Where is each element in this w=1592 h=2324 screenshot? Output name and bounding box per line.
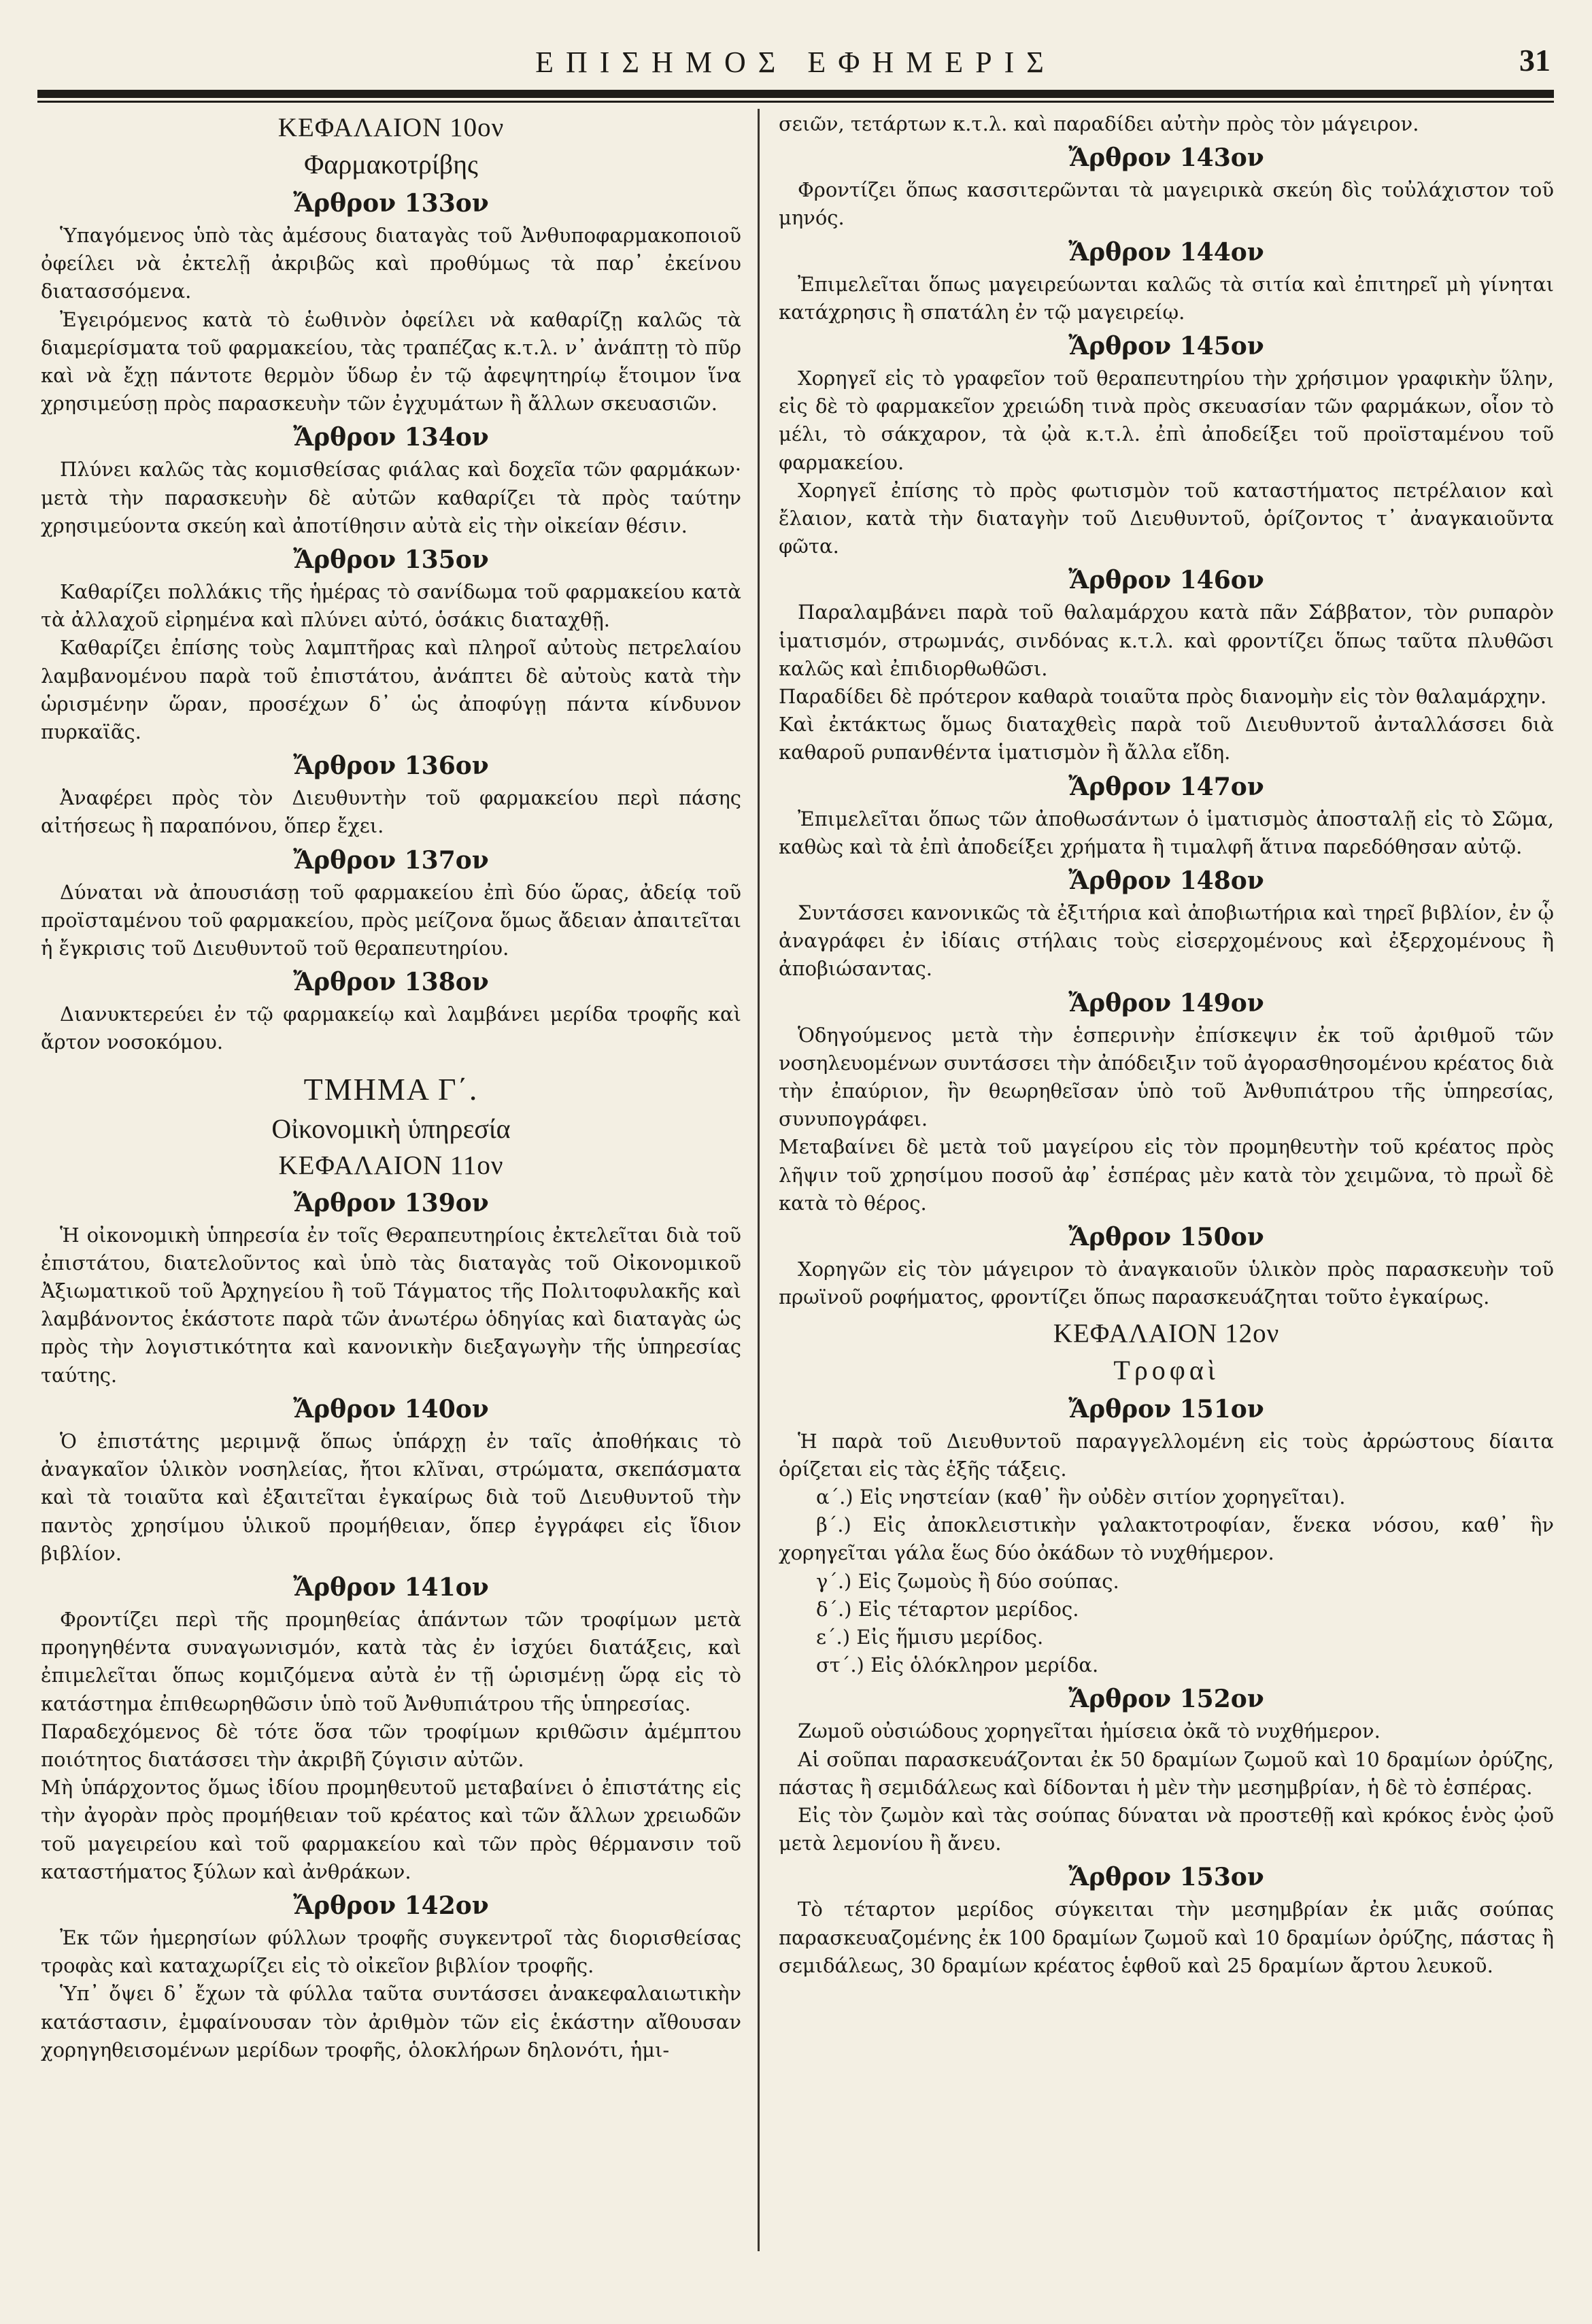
- article-heading: Ἄρθρον 148ον: [1068, 866, 1264, 896]
- article-paragraph: Ὑπαγόμενος ὑπὸ τὰς ἀμέσους διαταγὰς τοῦ Ἀνθυποφαρμακοποιοῦ ὀφείλει νὰ ἐκτελῇ ἀκριβῶς καὶ προθύμως τὰ παρ᾽ ἐκείνου διατασσόμενα.: [41, 224, 741, 303]
- article-paragraph: Καθαρίζει πολλάκις τῆς ἡμέρας τὸ σανίδωμα τοῦ φαρμακείου κατὰ τὰ ἀλλαχοῦ εἰρημένα καὶ πλύνει αὐτό, ὁσάκις διαταχθῇ.: [41, 580, 741, 632]
- article-heading: Ἄρθρον 147ον: [1068, 772, 1264, 801]
- article-paragraph: Φροντίζει ὅπως κασσιτερῶνται τὰ μαγειρικὰ σκεύη δὶς τοὐλάχιστον τοῦ μηνός.: [779, 178, 1554, 230]
- page-header: [37, 33, 1554, 80]
- article-paragraph: Καὶ ἐκτάκτως ὅμως διαταχθεὶς παρὰ τοῦ Διευθυντοῦ ἀνταλλάσσει διὰ καθαροῦ ρυπανθέντα ἱματισμὸν ἢ ἄλλα εἴδη.: [779, 713, 1554, 764]
- article-paragraph: Τὸ τέταρτον μερίδος σύγκειται τὴν μεσημβρίαν ἐκ μιᾶς σούπας παρασκευαζομένης ἐκ 100 δραμίων ζωμοῦ καὶ 10 δραμίων ὀρύζης, πάστας ἢ σεμιδάλεως, 30 δραμίων κρέατος ἑφθοῦ καὶ 25 δραμίων ἄρτου λευκοῦ.: [779, 1898, 1554, 1977]
- article-heading: Ἄρθρον 133ον: [293, 189, 489, 218]
- section-heading: ΤΜΗΜΑ Γ΄.: [303, 1071, 479, 1107]
- article-heading: Ἄρθρον 149ον: [1068, 988, 1264, 1017]
- article-heading: Ἄρθρον 152ον: [1068, 1685, 1264, 1714]
- article-heading: Ἄρθρον 151ον: [1068, 1394, 1264, 1424]
- article-paragraph: Αἱ σοῦπαι παρασκευάζονται ἐκ 50 δραμίων ζωμοῦ καὶ 10 δραμίων ὀρύζης, πάστας ἢ σεμιδάλεως καὶ δίδονται ἡ μὲν τὴν μεσημβρίαν, ἡ δὲ τὸ ἑσπέρας.: [779, 1747, 1554, 1799]
- article-paragraph: Παραδίδει δὲ πρότερον καθαρὰ τοιαῦτα πρὸς διανομὴν εἰς τὸν θαλαμάρχην.: [779, 685, 1547, 709]
- page-number: 31: [1519, 43, 1551, 78]
- column-divider: [758, 109, 760, 2251]
- article-paragraph: Παραλαμβάνει παρὰ τοῦ θαλαμάρχου κατὰ πᾶν Σάββατον, τὸν ρυπαρὸν ἱματισμόν, στρωμνάς, σινδόνας κ.τ.λ. καὶ φροντίζει ὅπως ταῦτα πλυθῶσι καλῶς καὶ ἐπιδιορθωθῶσι.: [779, 601, 1554, 680]
- article-heading: Ἄρθρον 146ον: [1068, 566, 1264, 595]
- article-paragraph: Πλύνει καλῶς τὰς κομισθείσας φιάλας καὶ δοχεῖα τῶν φαρμάκων· μετὰ τὴν παρασκευὴν δὲ αὐτῶν καθαρίζει τὰ πρὸς ταύτην χρησιμεύοντα σκεύη καὶ ἀποτίθησιν αὐτὰ εἰς τὴν οἰκείαν θέσιν.: [41, 458, 741, 537]
- article-heading: Ἄρθρον 137ον: [293, 845, 489, 875]
- running-title: ΕΠΙΣΗΜΟΣ ΕΦΗΜΕΡΙΣ: [535, 46, 1056, 79]
- article-paragraph: Ὁ ἐπιστάτης μεριμνᾷ ὅπως ὑπάρχῃ ἐν ταῖς ἀποθήκαις τὸ ἀναγκαῖον ὑλικὸν νοσηλείας, ἤτοι κλῖναι, στρώματα, σκεπάσματα καὶ τὰ τοιαῦτα καὶ ἐξαιτεῖται ἐγκαίρως διὰ τοῦ Διευθυντοῦ τὴν παντὸς χρησίμου ὑλικοῦ προμήθειαν, ὅπερ ἐγγράφει εἰς ἴδιον βιβλίον.: [41, 1429, 741, 1565]
- article-paragraph: Χορηγεῖ ἐπίσης τὸ πρὸς φωτισμὸν τοῦ καταστήματος πετρέλαιον καὶ ἔλαιον, κατὰ τὴν διαταγὴν τοῦ Διευθυντοῦ, ὁρίζοντος τ᾽ ἀναγκαιοῦντα φῶτα.: [779, 478, 1554, 558]
- left-column: [41, 110, 741, 2064]
- article-paragraph: Ἡ παρὰ τοῦ Διευθυντοῦ παραγγελλομένη εἰς τοὺς ἀρρώστους δίαιτα ὁρίζεται εἰς τὰς ἑξῆς τάξεις.: [779, 1429, 1554, 1481]
- article-paragraph: Ὑπ᾽ ὄψει δ᾽ ἔχων τὰ φύλλα ταῦτα συντάσσει ἀνακεφαλαιωτικὴν κατάστασιν, ἐμφαίνουσαν τὸν ἀριθμὸν τῶν εἰς ἑκάστην αἴθουσαν χορηγηθεισομένων μερίδων τροφῆς, ὁλοκλήρων δηλονότι, ἡμι-: [41, 1982, 741, 2061]
- article-paragraph: Ἐγειρόμενος κατὰ τὸ ἑωθινὸν ὀφείλει νὰ καθαρίζῃ καλῶς τὰ διαμερίσματα τοῦ φαρμακείου, τὰς τραπέζας κ.τ.λ. ν᾽ ἀνάπτῃ τὸ πῦρ καὶ νὰ ἔχῃ πάντοτε θερμὸν ὕδωρ ἐν τῷ ἀφεψητηρίῳ ἕτοιμον ἵνα χρησιμεύσῃ πρὸς παρασκευὴν τῶν ἐγχυμάτων ἢ ἄλλων σκευασιῶν.: [41, 307, 741, 416]
- right-column: [779, 110, 1554, 1980]
- article-paragraph: Συντάσσει κανονικῶς τὰ ἐξιτήρια καὶ ἀποβιωτήρια καὶ τηρεῖ βιβλίον, ἐν ᾧ ἀναγράφει ἐν ἰδίαις στήλαις τοὺς εἰσερχομένους καὶ ἐξερχομένους ἢ ἀποβιώσαντας.: [779, 901, 1554, 981]
- article-paragraph: Ὁδηγούμενος μετὰ τὴν ἑσπερινὴν ἐπίσκεψιν ἐκ τοῦ ἀριθμοῦ τῶν νοσηλευομένων συντάσσει τὴν ἀπόδειξιν τοῦ ἀγορασθησομένου κρέατος διὰ τὴν ἐπαύριον, ἣν θεωρηθεῖσαν ὑπὸ τοῦ Ἀνθυπιάτρου τῆς ὑπηρεσίας, συνυπογράφει.: [779, 1023, 1554, 1131]
- article-heading: Ἄρθρον 139ον: [293, 1188, 489, 1217]
- article-heading: Ἄρθρον 138ον: [293, 968, 489, 997]
- article-paragraph: Εἰς τὸν ζωμὸν καὶ τὰς σούπας δύναται νὰ προστεθῇ καὶ κρόκος ἑνὸς ᾠοῦ μετὰ λεμονίου ἢ ἄνευ.: [779, 1803, 1554, 1855]
- article-heading: Ἄρθρον 140ον: [293, 1394, 489, 1424]
- diet-list-item: γ΄.) Εἰς ζωμοὺς ἢ δύο σούπας.: [816, 1569, 1119, 1593]
- article-heading: Ἄρθρον 142ον: [293, 1891, 489, 1920]
- article-heading: Ἄρθρον 150ον: [1068, 1223, 1264, 1252]
- article-heading: Ἄρθρον 153ον: [1068, 1863, 1264, 1892]
- article-paragraph: Ἐπιμελεῖται ὅπως τῶν ἀποθωσάντων ὁ ἱματισμὸς ἀποσταλῇ εἰς τὸ Σῶμα, καθὼς καὶ τὰ ἐπὶ ἀποδείξει χρήματα ἢ τιμαλφῆ ἅτινα παρεδόθησαν αὐτῷ.: [779, 807, 1554, 858]
- article-paragraph: Φροντίζει περὶ τῆς προμηθείας ἁπάντων τῶν τροφίμων μετὰ προηγηθέντα συναγωνισμόν, κατὰ τὰς ἐν ἰσχύει διατάξεις, καὶ ἐπιμελεῖται ὅπως κομιζόμενα αὐτὰ ἐν τῇ ὡρισμένῃ ὥρᾳ εἰς τὸ κατάστημα ἐπιθεωρηθῶσιν ὑπὸ τοῦ Ἀνθυπιάτρου τῆς ὑπηρεσίας.: [41, 1607, 741, 1715]
- article-paragraph: Ζωμοῦ οὐσιώδους χορηγεῖται ἡμίσεια ὀκᾶ τὸ νυχθήμερον.: [798, 1719, 1381, 1743]
- article-paragraph: Διανυκτερεύει ἐν τῷ φαρμακείῳ καὶ λαμβάνει μερίδα τροφῆς καὶ ἄρτον νοσοκόμου.: [41, 1003, 741, 1054]
- article-paragraph: Μεταβαίνει δὲ μετὰ τοῦ μαγείρου εἰς τὸν προμηθευτὴν τοῦ κρέατος πρὸς λῆψιν τοῦ χρησίμου ποσοῦ ἀφ᾽ ἑσπέρας μὲν κατὰ τὸν χειμῶνα, τὸ πρωῒ δὲ κατὰ τὸ θέρος.: [779, 1135, 1554, 1215]
- chapter-subject: Τροφαὶ: [1113, 1354, 1219, 1385]
- article-heading: Ἄρθρον 134ον: [293, 423, 489, 452]
- chapter-subject: Φαρμακοτρίβης: [304, 149, 478, 180]
- article-heading: Ἄρθρον 144ον: [1068, 237, 1264, 267]
- article-heading: Ἄρθρον 135ον: [293, 545, 489, 575]
- article-heading: Ἄρθρον 145ον: [1068, 332, 1264, 361]
- article-paragraph: Ἐπιμελεῖται ὅπως μαγειρεύωνται καλῶς τὰ σιτία καὶ ἐπιτηρεῖ μὴ γίνηται κατάχρησις ἢ σπατάλη ἐν τῷ μαγειρείῳ.: [779, 272, 1554, 324]
- article-paragraph: Ἀναφέρει πρὸς τὸν Διευθυντὴν τοῦ φαρμακείου περὶ πάσης αἰτήσεως ἢ παραπόνου, ὅπερ ἔχει.: [41, 786, 741, 838]
- chapter-heading: ΚΕΦΑΛΑΙΟΝ 12ον: [1053, 1318, 1280, 1348]
- article-paragraph: Μὴ ὑπάρχοντος ὅμως ἰδίου προμηθευτοῦ μεταβαίνει ὁ ἐπιστάτης εἰς τὴν ἀγορὰν πρὸς προμήθειαν τοῦ κρέατος καὶ τῶν ἄλλων χρειωδῶν τοῦ μαγειρείου καὶ τοῦ φαρμακείου καὶ τῶν πρὸς θέρμανσιν τοῦ καταστήματος ξύλων καὶ ἀνθράκων.: [41, 1776, 741, 1883]
- article-paragraph: Παραδεχόμενος δὲ τότε ὅσα τῶν τροφίμων κριθῶσιν ἀμέμπτου ποιότητος διατάσσει τὴν ἀκριβῆ ζύγισιν αὐτῶν.: [41, 1719, 741, 1771]
- chapter-heading: ΚΕΦΑΛΑΙΟΝ 10ον: [277, 113, 505, 142]
- article-paragraph: Δύναται νὰ ἀπουσιάσῃ τοῦ φαρμακείου ἐπὶ δύο ὥρας, ἀδείᾳ τοῦ προϊσταμένου τοῦ φαρμακείου, πρὸς μείζονα ὅμως ἄδειαν ἀπαιτεῖται ἡ ἔγκρισις τοῦ Διευθυντοῦ τοῦ θεραπευτηρίου.: [41, 880, 741, 960]
- article-heading: Ἄρθρον 143ον: [1068, 144, 1264, 173]
- article-heading: Ἄρθρον 141ον: [293, 1572, 489, 1602]
- chapter-heading: ΚΕΦΑΛΑΙΟΝ 11ον: [278, 1150, 504, 1180]
- article-heading: Ἄρθρον 136ον: [293, 752, 489, 781]
- diet-list-item: β΄.) Εἰς ἀποκλειστικὴν γαλακτοτροφίαν, ἕνεκα νόσου, καθ᾽ ἣν χορηγεῖται γάλα ἕως δύο ὀκάδων τὸ νυχθήμερον.: [779, 1513, 1554, 1565]
- article-paragraph: Ἐκ τῶν ἡμερησίων φύλλων τροφῆς συγκεντροῖ τὰς διορισθείσας τροφὰς καὶ καταχωρίζει εἰς τὸ οἰκεῖον βιβλίον τροφῆς.: [41, 1925, 741, 1978]
- diet-list-item: στ΄.) Εἰς ὁλόκληρον μερίδα.: [816, 1653, 1099, 1677]
- section-subject: Οἰκονομικὴ ὑπηρεσία: [271, 1113, 511, 1144]
- article-paragraph-continued: σειῶν, τετάρτων κ.τ.λ. καὶ παραδίδει αὐτὴν πρὸς τὸν μάγειρον.: [779, 112, 1419, 135]
- diet-list-item: ε΄.) Εἰς ἥμισυ μερίδος.: [816, 1625, 1044, 1649]
- diet-list-item: δ΄.) Εἰς τέταρτον μερίδος.: [816, 1597, 1079, 1621]
- article-paragraph: Χορηγεῖ εἰς τὸ γραφεῖον τοῦ θεραπευτηρίου τὴν χρήσιμον γραφικὴν ὕλην, εἰς δὲ τὸ φαρμακεῖον χρειώδη τινὰ πρὸς σκευασίαν τῶν φαρμάκων, οἷον τὸ μέλι, τὸ σάκχαρον, τὰ ᾠὰ κ.τ.λ. ἐπὶ ἀποδείξει τοῦ προϊσταμένου τοῦ φαρμακείου.: [779, 367, 1554, 474]
- article-paragraph: Καθαρίζει ἐπίσης τοὺς λαμπτῆρας καὶ πληροῖ αὐτοὺς πετρελαίου λαμβανομένου παρὰ τοῦ ἐπιστάτου, ἀνάπτει δὲ αὐτοὺς κατὰ τὴν ὡρισμένην ὥραν, προσέχων δ᾽ ὡς ἀποφύγῃ πάντα κίνδυνον πυρκαϊᾶς.: [41, 636, 741, 744]
- header-rule-thin: [37, 101, 1554, 103]
- header-rule: [37, 90, 1554, 98]
- diet-list-item: α΄.) Εἰς νηστείαν (καθ᾽ ἣν οὐδὲν σιτίον χορηγεῖται).: [816, 1485, 1346, 1509]
- article-paragraph: Χορηγῶν εἰς τὸν μάγειρον τὸ ἀναγκαιοῦν ὑλικὸν πρὸς παρασκευὴν τοῦ πρωϊνοῦ ροφήματος, φροντίζει ὅπως παρασκευάζηται τοῦτο ἐγκαίρως.: [779, 1258, 1554, 1309]
- article-paragraph: Ἡ οἰκονομικὴ ὑπηρεσία ἐν τοῖς Θεραπευτηρίοις ἐκτελεῖται διὰ τοῦ ἐπιστάτου, διατελοῦντος καὶ ὑπὸ τὰς διαταγὰς τοῦ Οἰκονομικοῦ Ἀξιωματικοῦ τοῦ Ἀρχηγείου ἢ τοῦ Τάγματος τῆς Πολιτοφυλακῆς καὶ λαμβάνοντος ἑκάστοτε παρὰ τῶν ἀνωτέρω ὁδηγίας καὶ διαταγὰς ὡς πρὸς τὴν λογιστικότητα καὶ κανονικὴν διεξαγωγὴν τῆς ὑπηρεσίας ταύτης.: [41, 1223, 741, 1387]
